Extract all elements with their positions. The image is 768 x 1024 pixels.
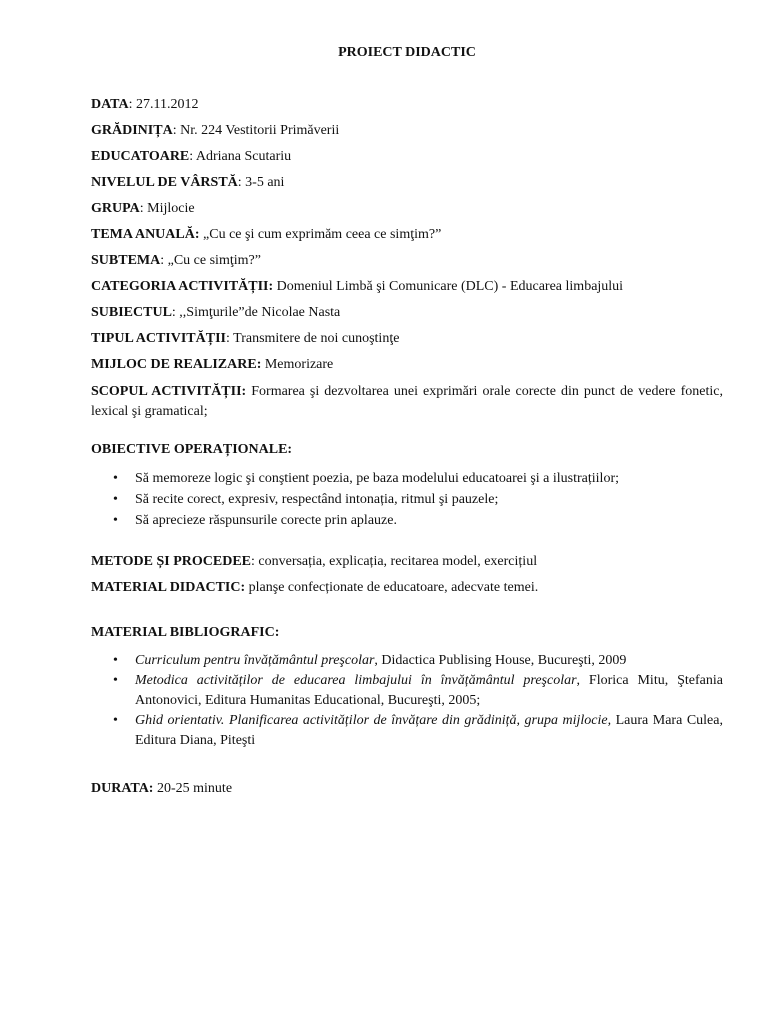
field-subiectul: [91, 304, 340, 322]
field-value: : „Cu ce simţim?”: [160, 253, 261, 268]
page-title: PROIECT DIDACTIC: [338, 45, 476, 60]
bibliography-list: [91, 651, 723, 751]
book-details: , Florica Mitu, Ştefania Antonovici, Editura Humanitas Educational, Bucureşti, 2005;: [135, 673, 723, 708]
field-label: SUBIECTUL: [91, 305, 172, 320]
objectives-list: [91, 468, 723, 531]
list-item: • Să aprecieze răspunsurile corecte prin aplauze.: [91, 510, 723, 531]
field-value: : Mijlocie: [139, 201, 195, 216]
field-label: DURATA:: [91, 781, 154, 796]
field-value: : Adriana Scutariu: [189, 149, 292, 164]
field-educatoare: [91, 148, 291, 166]
field-label: MATERIAL DIDACTIC:: [91, 580, 246, 595]
field-value: Memorizare: [261, 357, 334, 372]
field-label: SUBTEMA: [91, 253, 161, 268]
list-item: [91, 651, 723, 671]
field-label: MIJLOC DE REALIZARE:: [91, 357, 262, 372]
field-value: : 27.11.2012: [128, 97, 199, 112]
field-label: SCOPUL ACTIVITĂȚII:: [91, 384, 247, 399]
field-metode: [91, 553, 537, 571]
field-durata: [91, 780, 232, 798]
field-label: GRĂDINIȚA: [91, 123, 173, 138]
field-value: : Nr. 224 Vestitorii Primăverii: [172, 123, 340, 138]
field-material-didactic: [91, 579, 538, 597]
book-details: , Didactica Publising House, Bucureşti, 2009: [374, 653, 627, 668]
field-categoria: [91, 278, 623, 296]
book-title: Metodica activităților de educarea limbajului în învățământul preşcolar: [135, 673, 577, 688]
field-value: „Cu ce şi cum exprimăm ceea ce simţim?”: [199, 227, 442, 242]
list-item: • Să memoreze logic şi conştient poezia, pe baza modelului educatoarei şi a ilustrațiilor;: [91, 468, 723, 489]
field-tipul: [91, 330, 399, 348]
field-scopul: [91, 382, 723, 422]
list-item: • Să recite corect, expresiv, respectând intonația, ritmul şi pauzele;: [91, 489, 723, 510]
field-label: TIPUL ACTIVITĂȚII: [91, 331, 226, 346]
field-label: TEMA ANUALĂ:: [91, 227, 200, 242]
book-title: Curriculum pentru învățământul preşcolar: [135, 653, 375, 668]
field-label: METODE ȘI PROCEDEE: [91, 554, 251, 569]
field-subtema: [91, 252, 261, 270]
field-data: [91, 96, 198, 114]
objectives-heading: OBIECTIVE OPERAȚIONALE:: [91, 442, 293, 457]
field-label: EDUCATOARE: [91, 149, 190, 164]
bibliography-heading: MATERIAL BIBLIOGRAFIC:: [91, 625, 280, 640]
field-label: NIVELUL DE VÂRSTĂ: [91, 175, 238, 190]
field-value: planşe confecționate de educatoare, adecvate temei.: [245, 580, 539, 595]
book-details: Laura Mara Culea, Editura Diana, Piteşti: [135, 713, 723, 748]
field-label: DATA: [91, 97, 129, 112]
field-gradinita: [91, 122, 339, 140]
field-value: Formarea şi dezvoltarea unei exprimări orale corecte din punct de vedere fonetic, lexical şi gramatical;: [91, 384, 724, 419]
field-value: : Transmitere de noi cunoştinţe: [226, 331, 400, 346]
field-label: CATEGORIA ACTIVITĂȚII:: [91, 279, 274, 294]
field-value: Domeniul Limbă şi Comunicare (DLC) - Educarea limbajului: [273, 279, 624, 294]
field-value: : conversația, explicația, recitarea model, exercițiul: [251, 554, 538, 569]
field-grupa: [91, 200, 195, 218]
field-nivel: [91, 174, 284, 192]
list-item: [91, 671, 723, 711]
field-value: : ,,Simţurile”de Nicolae Nasta: [171, 305, 341, 320]
field-tema: [91, 226, 441, 244]
field-value: 20-25 minute: [153, 781, 233, 796]
field-mijloc: [91, 356, 333, 374]
field-value: : 3-5 ani: [237, 175, 285, 190]
list-item: [91, 711, 723, 751]
field-label: GRUPA: [91, 201, 140, 216]
book-title: Ghid orientativ. Planificarea activităților de învățare din grădiniță, grupa mijlocie,: [135, 713, 612, 728]
